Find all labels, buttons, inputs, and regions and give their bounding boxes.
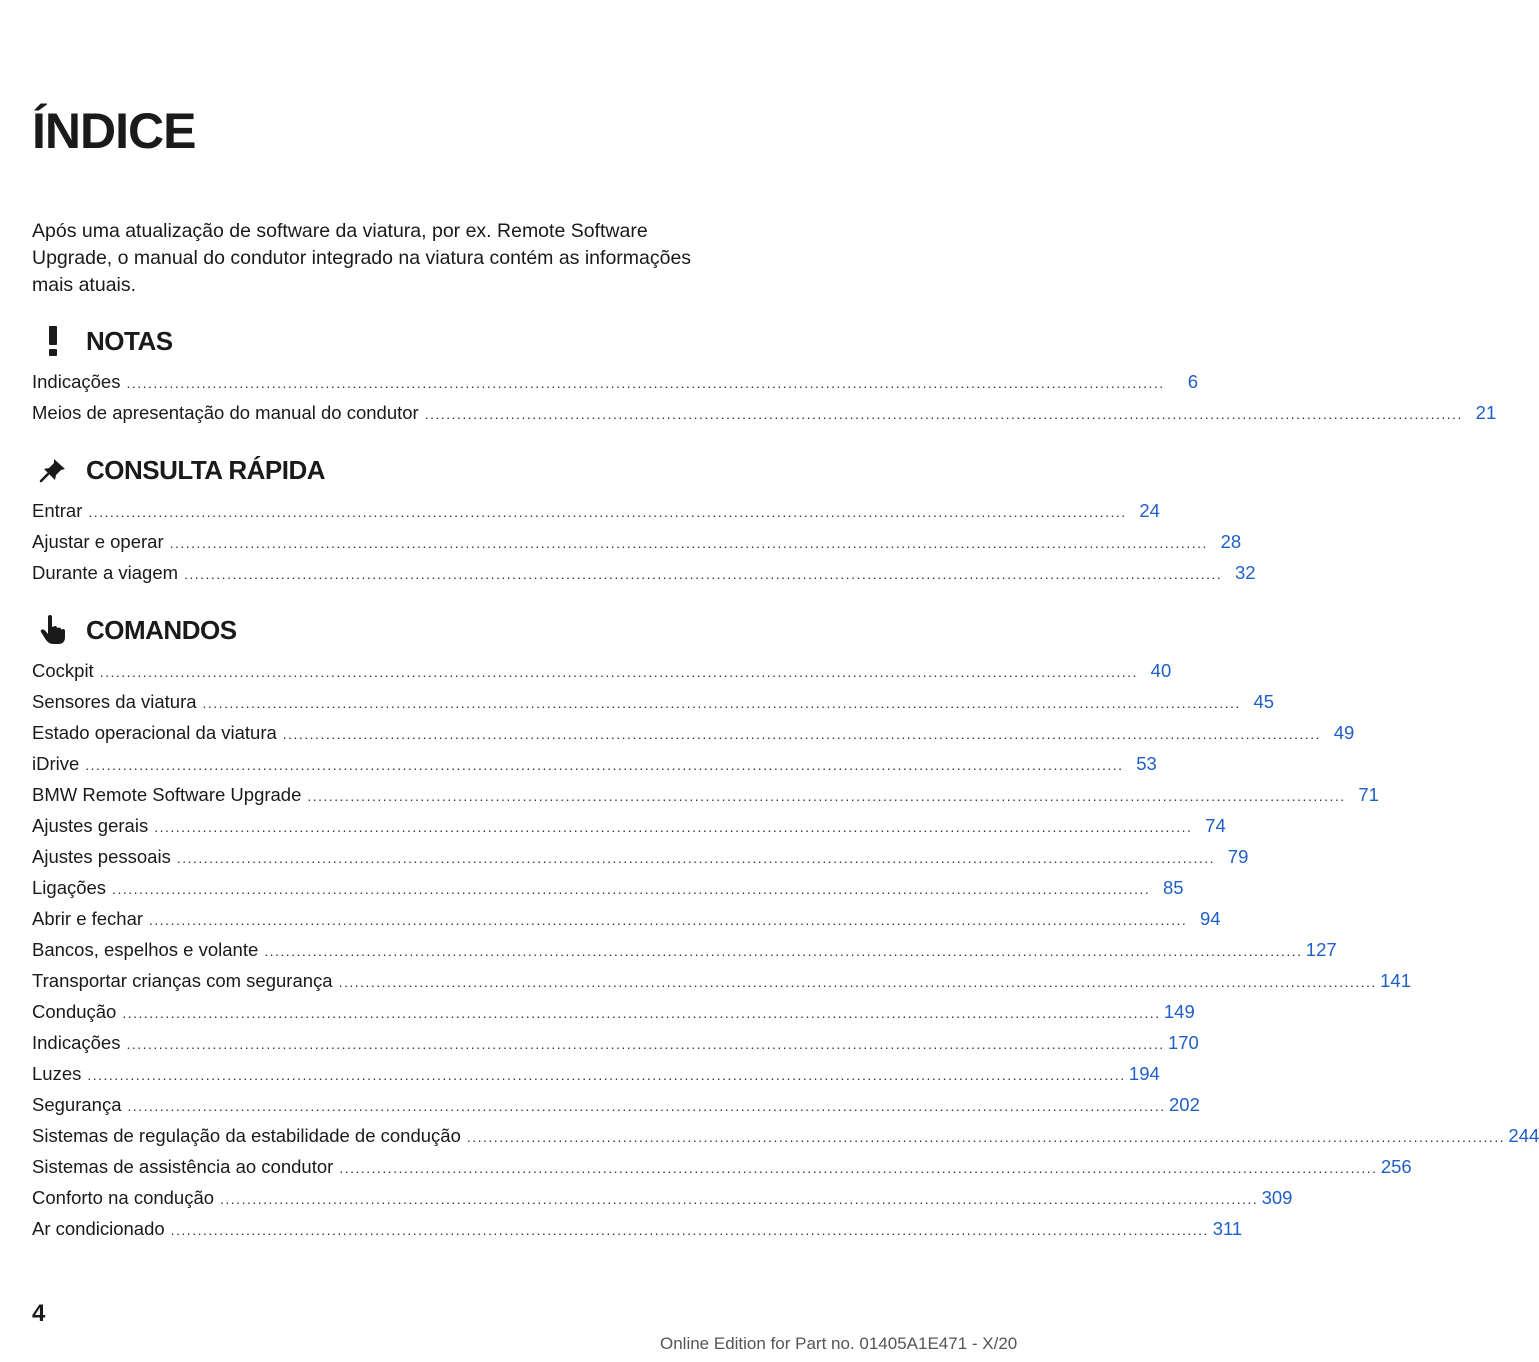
toc-entry-label: Cockpit <box>32 660 94 681</box>
toc-page-link[interactable]: 6 <box>1187 371 1198 392</box>
section-notas <box>32 324 1497 428</box>
toc-entry-label: Durante a viagem <box>32 562 179 583</box>
toc-entry[interactable] <box>32 686 1275 717</box>
toc-page-link[interactable]: 149 <box>1163 1001 1195 1022</box>
toc-entry[interactable] <box>32 495 1160 526</box>
toc-entry-label: iDrive <box>32 753 80 774</box>
toc-entry[interactable] <box>32 717 1355 748</box>
toc-entry[interactable] <box>32 1213 1243 1244</box>
dot-leader <box>170 528 1206 559</box>
toc-entry[interactable] <box>32 872 1184 903</box>
toc-page-link[interactable]: 79 <box>1227 846 1249 867</box>
toc-list <box>32 655 1539 1244</box>
dot-leader <box>127 1091 1163 1122</box>
toc-entry-label: Condução <box>32 1001 117 1022</box>
toc-page-link[interactable]: 127 <box>1305 939 1337 960</box>
toc-page-link[interactable]: 194 <box>1128 1063 1160 1084</box>
toc-entry-label: Bancos, espelhos e volante <box>32 939 259 960</box>
dot-leader <box>467 1122 1503 1153</box>
toc-page-link[interactable]: 94 <box>1200 908 1221 929</box>
toc-entry[interactable] <box>32 1058 1160 1089</box>
exclamation-icon <box>38 326 68 356</box>
toc-entry-label: Ar condicionado <box>32 1218 165 1239</box>
dot-leader <box>264 936 1300 967</box>
section-header <box>32 324 688 364</box>
toc-page-link[interactable]: 53 <box>1136 753 1157 774</box>
toc-page-link[interactable]: 256 <box>1380 1156 1412 1177</box>
toc-page-link[interactable]: 45 <box>1253 691 1275 712</box>
toc-entry-label: Ajustes pessoais <box>32 846 171 867</box>
page-number: 4 <box>32 1300 46 1327</box>
dot-leader <box>126 368 1162 399</box>
toc-list <box>32 495 1256 588</box>
section-header <box>32 613 688 653</box>
toc-page-link[interactable]: 24 <box>1139 500 1160 521</box>
toc-entry-label: BMW Remote Software Upgrade <box>32 784 302 805</box>
dot-leader <box>88 497 1124 528</box>
toc-entry-label: Segurança <box>32 1094 122 1115</box>
dot-leader <box>425 399 1461 430</box>
toc-page-link[interactable]: 74 <box>1205 815 1226 836</box>
dot-leader <box>87 1060 1123 1091</box>
toc-entry-label: Meios de apresentação do manual do condutor <box>32 402 419 423</box>
toc-entry[interactable] <box>32 841 1249 872</box>
dot-leader <box>112 874 1148 905</box>
toc-entry[interactable] <box>32 1027 1199 1058</box>
toc-page-link[interactable]: 202 <box>1169 1094 1200 1115</box>
toc-entry[interactable] <box>32 366 1198 397</box>
dot-leader <box>339 967 1375 998</box>
toc-entry[interactable] <box>32 810 1226 841</box>
toc-entry[interactable] <box>32 965 1411 996</box>
toc-entry-label: Sensores da viatura <box>32 691 197 712</box>
toc-page-link[interactable]: 49 <box>1333 722 1355 743</box>
toc-entry-label: Luzes <box>32 1063 82 1084</box>
toc-entry[interactable] <box>32 557 1256 588</box>
section-title: CONSULTA RÁPIDA <box>86 455 326 485</box>
page-title: ÍNDICE <box>32 103 196 159</box>
toc-entry-label: Ligações <box>32 877 107 898</box>
section-consulta-rapida <box>32 453 1256 588</box>
toc-list <box>32 366 1497 428</box>
toc-page-link[interactable]: 170 <box>1167 1032 1199 1053</box>
toc-page-link[interactable]: 32 <box>1234 562 1256 583</box>
toc-page-link[interactable]: 21 <box>1475 402 1497 423</box>
dot-leader <box>307 781 1343 812</box>
toc-entry[interactable] <box>32 1089 1200 1120</box>
dot-leader <box>85 750 1121 781</box>
toc-entry-label: Abrir e fechar <box>32 908 144 929</box>
dot-leader <box>171 1215 1207 1246</box>
toc-page-link[interactable]: 28 <box>1220 531 1242 552</box>
toc-entry[interactable] <box>32 1182 1293 1213</box>
toc-entry-label: Ajustar e operar <box>32 531 164 552</box>
toc-entry-label: Transportar crianças com segurança <box>32 970 333 991</box>
toc-entry-label: Conforto na condução <box>32 1187 215 1208</box>
toc-entry[interactable] <box>32 996 1195 1027</box>
section-comandos <box>32 613 1539 1244</box>
toc-entry[interactable] <box>32 903 1221 934</box>
dot-leader <box>149 905 1185 936</box>
toc-page-link[interactable]: 85 <box>1163 877 1184 898</box>
section-title: NOTAS <box>86 326 173 356</box>
toc-entry[interactable] <box>32 748 1157 779</box>
edition-footer: Online Edition for Part no. 01405A1E471 - X/20 <box>660 1334 1018 1353</box>
toc-page-link[interactable]: 309 <box>1261 1187 1293 1208</box>
section-title: COMANDOS <box>86 615 237 645</box>
toc-entry-label: Sistemas de regulação da estabilidade de condução <box>32 1125 461 1146</box>
toc-page-link[interactable]: 141 <box>1380 970 1411 991</box>
toc-entry-label: Indicações <box>32 1032 121 1053</box>
toc-entry[interactable] <box>32 655 1172 686</box>
dot-leader <box>126 1029 1162 1060</box>
dot-leader <box>100 657 1136 688</box>
toc-entry[interactable] <box>32 397 1497 428</box>
dot-leader <box>220 1184 1256 1215</box>
toc-entry-label: Ajustes gerais <box>32 815 149 836</box>
toc-entry[interactable] <box>32 934 1337 965</box>
toc-page-link[interactable]: 40 <box>1150 660 1172 681</box>
toc-entry[interactable] <box>32 1120 1539 1151</box>
toc-entry-label: Indicações <box>32 371 121 392</box>
intro-paragraph: Após uma atualização de software da viatura, por ex. Remote Software Upgrade, o manual do condutor integrado na viatura contém as informações mais atuais. <box>32 220 692 296</box>
dot-leader <box>177 843 1213 874</box>
toc-entry[interactable] <box>32 779 1379 810</box>
pin-icon <box>38 455 68 485</box>
toc-entry[interactable] <box>32 526 1242 557</box>
dot-leader <box>184 559 1220 590</box>
pointing-hand-icon <box>38 615 68 645</box>
toc-entry-label: Entrar <box>32 500 83 521</box>
dot-leader <box>283 719 1319 750</box>
toc-page-link[interactable]: 71 <box>1358 784 1379 805</box>
toc-entry[interactable] <box>32 1151 1412 1182</box>
toc-entry-label: Estado operacional da viatura <box>32 722 277 743</box>
toc-page-link[interactable]: 244 <box>1508 1125 1539 1146</box>
dot-leader <box>122 998 1158 1029</box>
dot-leader <box>154 812 1190 843</box>
dot-leader <box>339 1153 1375 1184</box>
section-header <box>32 453 688 493</box>
toc-page-link[interactable]: 311 <box>1212 1218 1243 1239</box>
toc-entry-label: Sistemas de assistência ao condutor <box>32 1156 334 1177</box>
dot-leader <box>203 688 1239 719</box>
